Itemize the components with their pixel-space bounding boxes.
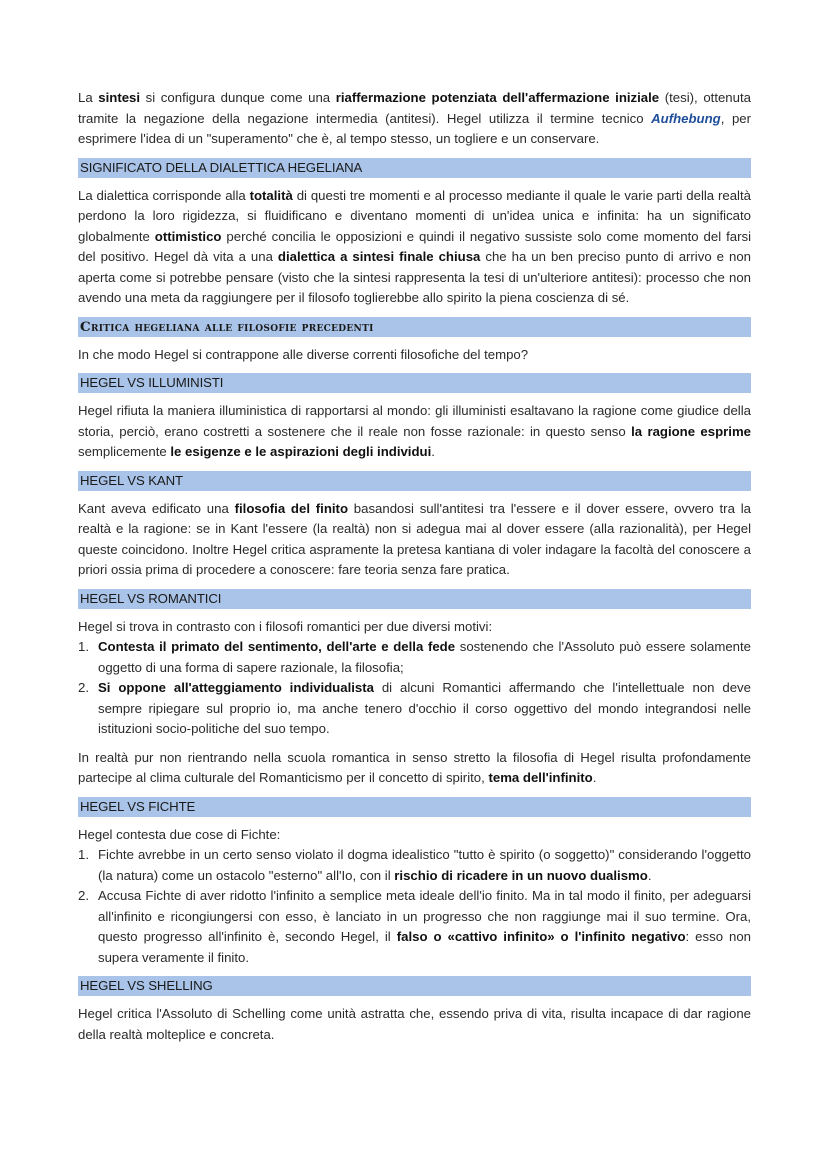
section-heading-significato: SIGNIFICATO DELLA DIALETTICA HEGELIANA — [78, 158, 751, 178]
section-heading-fichte: HEGEL VS FICHTE — [78, 797, 751, 817]
shelling-paragraph: Hegel critica l'Assoluto di Schelling come unità astratta che, essendo priva di vita, risulta incapace di dar ragione della realtà molteplice e concreta. — [78, 1006, 751, 1042]
section-heading-kant: HEGEL VS KANT — [78, 471, 751, 491]
section-heading-romantici: HEGEL VS ROMANTICI — [78, 589, 751, 609]
critica-paragraph: In che modo Hegel si contrappone alle diverse correnti filosofiche del tempo? — [78, 346, 529, 362]
section-heading-illuministi: HEGEL VS ILLUMINISTI — [78, 373, 751, 393]
intro-paragraph: La sintesi si configura dunque come una riaffermazione potenziata dell'affermazione iniziale (tesi), ottenuta tramite la negazione della negazione intermedia (antitesi). Hegel utilizza il termine tecnico Aufhebung, per esprimere l'idea di un "superamento" che è, al tempo stesso, un togliere e un conservare. — [78, 90, 752, 146]
aufhebung-term: Aufhebung — [651, 110, 721, 126]
fichte-list — [78, 845, 751, 968]
list-item: 2. Si oppone all'atteggiamento individualista di alcuni Romantici affermando che l'intellettuale non deve sempre ripiegare sul proprio io, ma anche tenero d'occhio il corso oggettivo del mondo integrandosi nelle istituzioni socio-politiche del suo tempo. — [78, 680, 751, 736]
section-heading-shelling: HEGEL VS SHELLING — [78, 976, 751, 996]
list-item: 2. Accusa Fichte di aver ridotto l'infinito a semplice meta ideale dell'io finito. Ma in tal modo il finito, per adeguarsi all'infinito e ricongiungersi con esso, è lanciato in un progresso che non raggiunge mai il suo termine. Ora, questo progresso all'infinito è, secondo Hegel, il falso o «cattivo infinito» o l'infinito negativo: esso non supera veramente il finito. — [78, 888, 751, 965]
section-heading-critica: Critica hegeliana alle filosofie precedenti — [78, 317, 751, 337]
significato-paragraph: La dialettica corrisponde alla totalità di questi tre momenti e al processo mediante il quale le varie parti della realtà perdono la loro rigidezza, si fluidificano e diventano momenti di un'idea unica e infinita: ha un significato globalmente ottimistico perché concilia le opposizioni e quindi il negativo sussiste solo come momento del farsi del positivo. Hegel dà vita a una dialettica a sintesi finale chiusa che ha un ben preciso punto di arrivo e non aperta come si potrebbe pensare (visto che la sintesi rappresenta la tesi di un'ulteriore antitesi): processo che non avendo una meta da raggiungere per il filosofo toglierebbe allo spirito la piena coscienza di sé. — [78, 187, 752, 305]
list-item: 1. Contesta il primato del sentimento, dell'arte e della fede sostenendo che l'Assoluto può essere solamente oggetto di una forma di sapere razionale, la filosofia; — [78, 639, 751, 675]
illuministi-paragraph: Hegel rifiuta la maniera illuministica di rapportarsi al mondo: gli illuministi esaltavano la ragione come giudice della storia, perciò, erano costretti a sostenere che il reale non fosse razionale: in questo senso la ragione esprime semplicemente le esigenze e le aspirazioni degli individui. — [78, 403, 752, 459]
list-item: 1. Fichte avrebbe in un certo senso violato il dogma idealistico "tutto è spirito (o soggetto)" considerando l'oggetto (la natura) come un ostacolo "esterno" all'Io, con il rischio di ricadere in un nuovo dualismo. — [78, 847, 751, 883]
fichte-lead: Hegel contesta due cose di Fichte: — [78, 826, 281, 842]
romantici-lead: Hegel si trova in contrasto con i filosofi romantici per due diversi motivi: — [78, 618, 493, 634]
romantici-conclusion: In realtà pur non rientrando nella scuola romantica in senso stretto la filosofia di Hegel risulta profondamente partecipe al clima culturale del Romanticismo per il concetto di spirito, tema dell'infinito. — [78, 749, 751, 785]
kant-paragraph: Kant aveva edificato una filosofia del finito basandosi sull'antitesi tra l'essere e il dover essere, ovvero tra la realtà e la ragione: se in Kant l'essere (la realtà) non si adegua mai al dover essere (alla razionalità), per Hegel queste coincidono. Inoltre Hegel critica aspramente la pretesa kantiana di voler indagare la facoltà del conoscere a priori ossia prima di procedere a conoscere: fare teoria senza fare pratica. — [78, 500, 751, 577]
document-page — [78, 88, 751, 1045]
romantici-list — [78, 637, 751, 740]
